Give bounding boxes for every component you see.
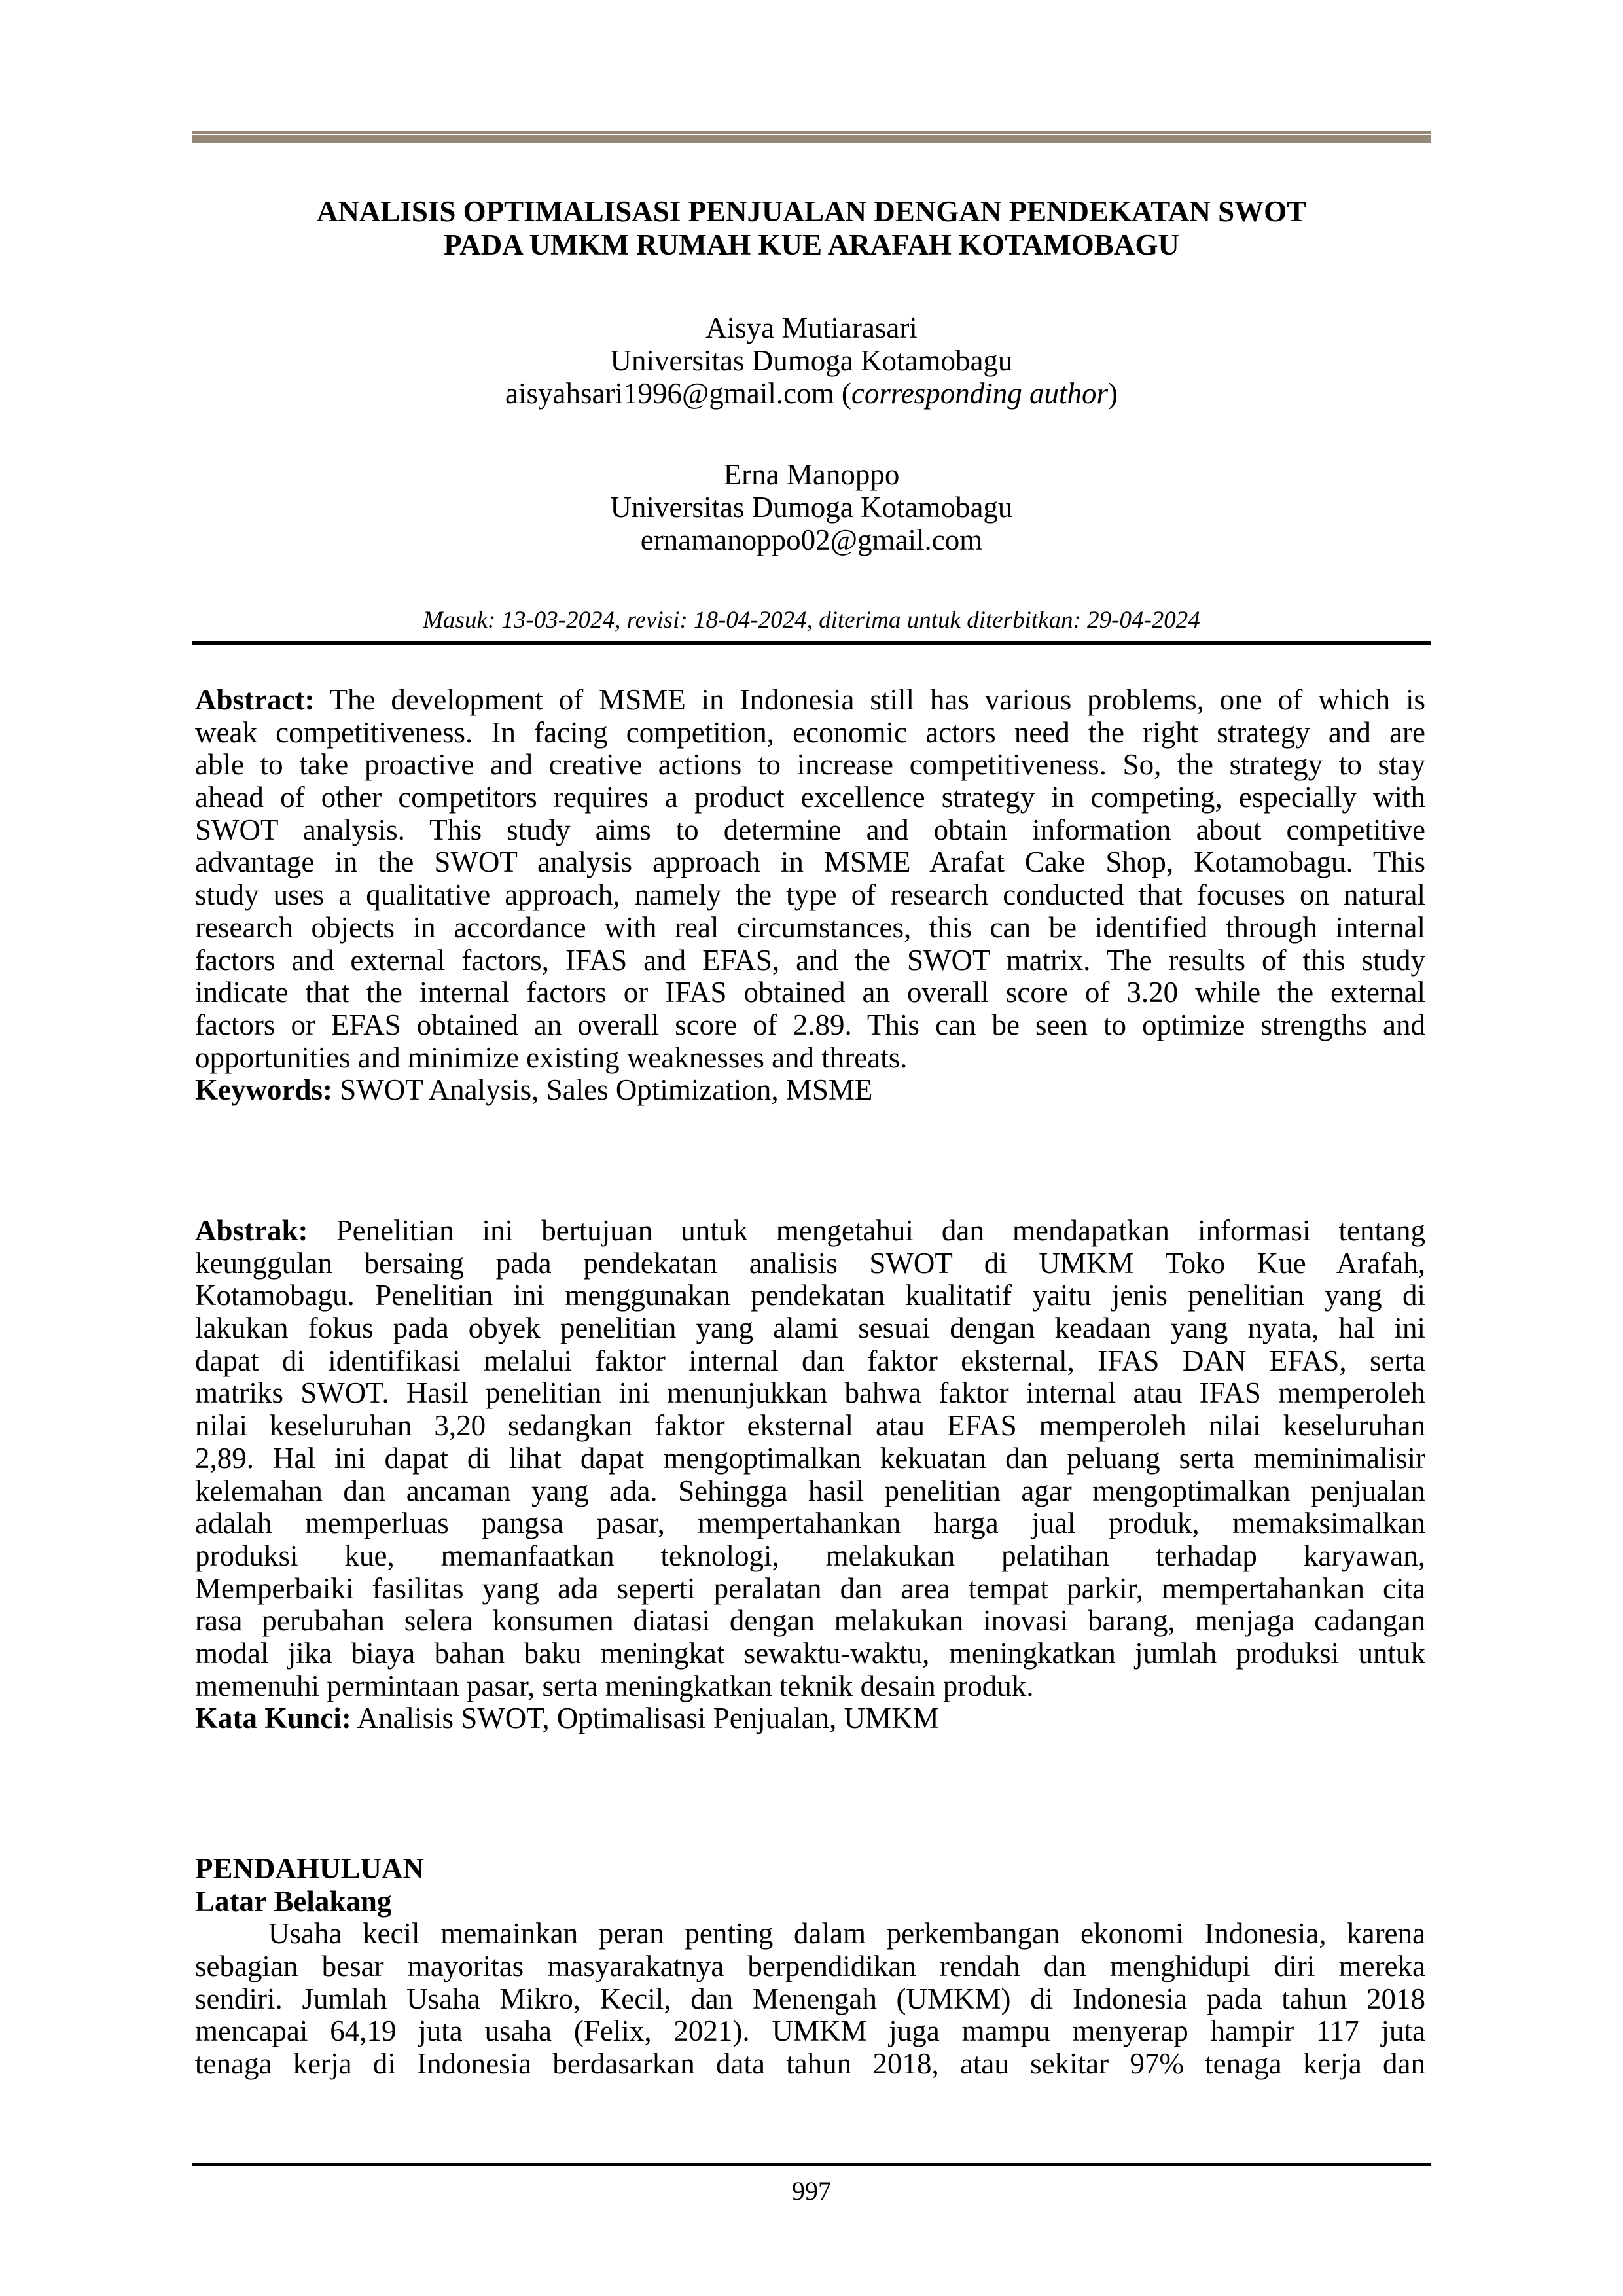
author-affiliation: Universitas Dumoga Kotamobagu xyxy=(610,344,1013,377)
kata-kunci-label: Kata Kunci: xyxy=(195,1702,351,1735)
abstrak-line: matriks SWOT. Hasil penelitian ini menunjukkan bahwa faktor internal atau IFAS memperoleh xyxy=(195,1377,1425,1410)
abstract-line: advantage in the SWOT analysis approach in MSME Arafat Cake Shop, Kotamobagu. This xyxy=(195,846,1425,879)
kata-kunci-value: Analisis SWOT, Optimalisasi Penjualan, UMKM xyxy=(351,1702,939,1735)
body-line: sebagian besar mayoritas masyarakatnya berpendidikan rendah dan menghidupi diri mereka xyxy=(195,1950,1425,1983)
footer-rule xyxy=(192,2163,1431,2166)
author-name: Erna Manoppo xyxy=(723,458,900,491)
author-email[interactable]: ernamanoppo02@gmail.com xyxy=(640,524,983,556)
abstract-line: indicate that the internal factors or IFAS obtained an overall score of 3.20 while the external xyxy=(195,977,1425,1009)
author-email[interactable]: aisyahsari1996@gmail.com xyxy=(505,377,834,410)
abstract-english xyxy=(195,684,1425,1107)
abstrak-line: nilai keseluruhan 3,20 sedangkan faktor eksternal atau EFAS memperoleh nilai keseluruhan xyxy=(195,1410,1425,1443)
abstract-line: factors or EFAS obtained an overall score of 2.89. This can be seen to optimize strengths and xyxy=(195,1009,1425,1041)
abstract-indonesian xyxy=(195,1215,1425,1735)
abstrak-line: modal jika biaya bahan baku meningkat sewaktu-waktu, meningkatkan jumlah produksi untuk xyxy=(195,1637,1425,1670)
corresponding-author-note: corresponding author xyxy=(851,377,1108,410)
abstract-line: able to take proactive and creative actions to increase competitiveness. So, the strategy to stay xyxy=(195,749,1425,781)
submission-dates: Masuk: 13-03-2024, revisi: 18-04-2024, diterima untuk diterbitkan: 29-04-2024 xyxy=(423,607,1200,634)
author-name: Aisya Mutiarasari xyxy=(705,312,918,344)
abstrak-line: Abstrak: Penelitian ini bertujuan untuk mengetahui dan mendapatkan informasi tentang xyxy=(195,1215,1425,1247)
abstrak-line: dapat di identifikasi melalui faktor internal dan faktor eksternal, IFAS DAN EFAS, serta xyxy=(195,1344,1425,1377)
body-line: mencapai 64,19 juta usaha (Felix, 2021). UMKM juga mampu menyerap hampir 117 juta xyxy=(195,2015,1425,2048)
abstrak-label: Abstrak: xyxy=(195,1215,308,1247)
abstrak-line: memenuhi permintaan pasar, serta meningkatkan teknik desain produk. xyxy=(195,1669,1034,1702)
abstract-line: research objects in accordance with real circumstances, this can be identified through internal xyxy=(195,911,1425,944)
header-rule-thin xyxy=(192,131,1431,134)
abstrak-line: rasa perubahan selera konsumen diatasi dengan melakukan inovasi barang, menjaga cadangan xyxy=(195,1605,1425,1638)
page-number: 997 xyxy=(792,2176,831,2206)
abstrak-line: keunggulan bersaing pada pendekatan analisis SWOT di UMKM Toko Kue Arafah, xyxy=(195,1247,1425,1280)
abstrak-line: adalah memperluas pangsa pasar, mempertahankan harga jual produk, memaksimalkan xyxy=(195,1507,1425,1540)
dates-rule xyxy=(192,641,1431,645)
body-line: sendiri. Jumlah Usaha Mikro, Kecil, dan Menengah (UMKM) di Indonesia pada tahun 2018 xyxy=(195,1982,1425,2015)
abstract-line: study uses a qualitative approach, namely the type of research conducted that focuses on natural xyxy=(195,879,1425,912)
kata-kunci-line xyxy=(195,1702,1425,1735)
abstrak-line: produksi kue, memanfaatkan teknologi, melakukan pelatihan terhadap karyawan, xyxy=(195,1539,1425,1572)
subsection-heading: Latar Belakang xyxy=(195,1884,392,1918)
abstract-line: weak competitiveness. In facing competition, economic actors need the right strategy and are xyxy=(195,716,1425,749)
abstract-line: factors and external factors, IFAS and EFAS, and the SWOT matrix. The results of this study xyxy=(195,944,1425,977)
header-rule-thick xyxy=(192,135,1431,143)
abstrak-line: lakukan fokus pada obyek penelitian yang alami sesuai dengan keadaan yang nyata, hal ini xyxy=(195,1312,1425,1345)
author-email-line: aisyahsari1996@gmail.com (corresponding author) xyxy=(505,377,1118,410)
keywords-value: SWOT Analysis, Sales Optimization, MSME xyxy=(332,1073,873,1107)
keywords-line xyxy=(195,1074,1425,1107)
section-pendahuluan xyxy=(195,1853,1425,2081)
abstract-label: Abstract: xyxy=(195,684,315,716)
section-heading: PENDAHULUAN xyxy=(195,1852,425,1885)
article-title-line-1: ANALISIS OPTIMALISASI PENJUALAN DENGAN PENDEKATAN SWOT xyxy=(316,195,1307,228)
abstract-line: ahead of other competitors requires a product excellence strategy in competing, especially with xyxy=(195,781,1425,814)
keywords-label: Keywords: xyxy=(195,1073,332,1107)
abstrak-line: 2,89. Hal ini dapat di lihat dapat mengoptimalkan kekuatan dan peluang serta meminimalisir xyxy=(195,1442,1425,1475)
body-line: Usaha kecil memainkan peran penting dalam perkembangan ekonomi Indonesia, karena xyxy=(268,1918,1425,1950)
abstract-line: SWOT analysis. This study aims to determine and obtain information about competitive xyxy=(195,814,1425,846)
abstrak-line: Memperbaiki fasilitas yang ada seperti peralatan dan area tempat parkir, mempertahankan cita xyxy=(195,1572,1425,1605)
article-title-line-2: PADA UMKM RUMAH KUE ARAFAH KOTAMOBAGU xyxy=(444,228,1179,261)
abstrak-line: kelemahan dan ancaman yang ada. Sehingga hasil penelitian agar mengoptimalkan penjualan xyxy=(195,1475,1425,1507)
abstract-line: opportunities and minimize existing weaknesses and threats. xyxy=(195,1041,908,1074)
body-line: tenaga kerja di Indonesia berdasarkan data tahun 2018, atau sekitar 97% tenaga kerja dan xyxy=(195,2048,1425,2081)
abstrak-line: Kotamobagu. Penelitian ini menggunakan pendekatan kualitatif yaitu jenis penelitian yang di xyxy=(195,1280,1425,1312)
author-affiliation: Universitas Dumoga Kotamobagu xyxy=(610,491,1013,524)
abstract-line: Abstract: The development of MSME in Indonesia still has various problems, one of which is xyxy=(195,684,1425,716)
